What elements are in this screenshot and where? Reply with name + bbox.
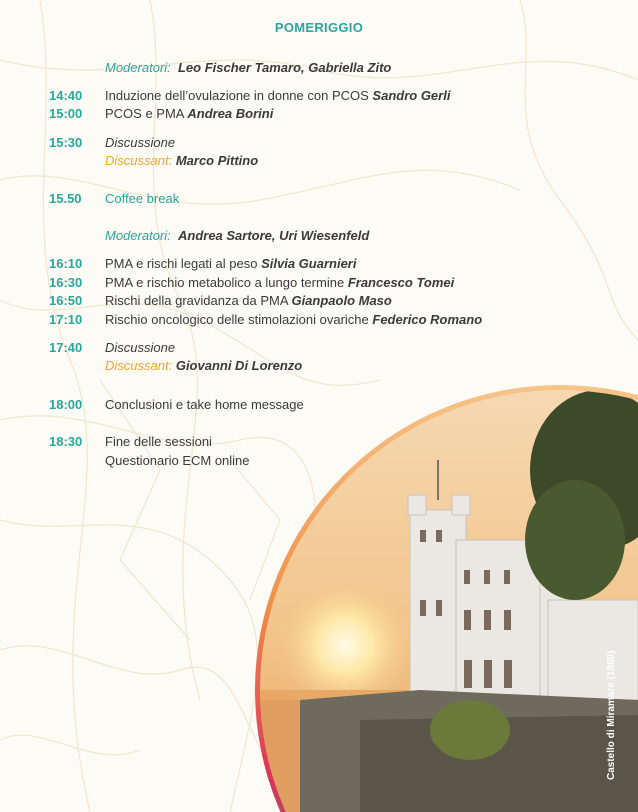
time-slot: 15.50: [49, 191, 82, 206]
time-slot: 18:30: [49, 434, 83, 449]
discussion-label: Discussione: [105, 340, 176, 355]
time-slot: 16:10: [49, 256, 83, 271]
time-slot: 15:00: [49, 106, 83, 121]
closing-item: Conclusioni e take home message: [105, 397, 304, 412]
section-title: POMERIGGIO: [274, 20, 364, 35]
talk-item: PMA e rischio metabolico a lungo termine Francesco Tomei: [105, 275, 455, 290]
time-slot: 18:00: [49, 397, 83, 412]
coffee-break: Coffee break: [105, 191, 180, 206]
talk-item: Rischio oncologico delle stimolazioni ovariche Federico Romano: [105, 312, 483, 327]
time-slot: 16:50: [49, 293, 83, 308]
discussant: Discussant: Marco Pittino: [105, 153, 259, 168]
photo-caption: Castello di Miramare (1860): [606, 650, 617, 780]
time-slot: 17:10: [49, 312, 83, 327]
moderators-session-1: Moderatori: Leo Fischer Tamaro, Gabriella Zito: [105, 60, 392, 75]
time-slot: 16:30: [49, 275, 83, 290]
end-line-1: Fine delle sessioni: [105, 434, 212, 449]
discussant: Discussant: Giovanni Di Lorenzo: [105, 358, 303, 373]
end-line-2: Questionario ECM online: [105, 453, 250, 468]
talk-item: PMA e rischi legati al peso Silvia Guarnieri: [105, 256, 357, 271]
talk-item: Induzione dell’ovulazione in donne con PCOS Sandro Gerli: [105, 88, 451, 103]
talk-item: PCOS e PMA Andrea Borini: [105, 106, 274, 121]
moderators-session-2: Moderatori: Andrea Sartore, Uri Wiesenfeld: [105, 228, 370, 243]
discussion-label: Discussione: [105, 135, 176, 150]
time-slot: 17:40: [49, 340, 83, 355]
time-slot: 15:30: [49, 135, 83, 150]
time-slot: 14:40: [49, 88, 83, 103]
talk-item: Rischi della gravidanza da PMA Gianpaolo Maso: [105, 293, 392, 308]
